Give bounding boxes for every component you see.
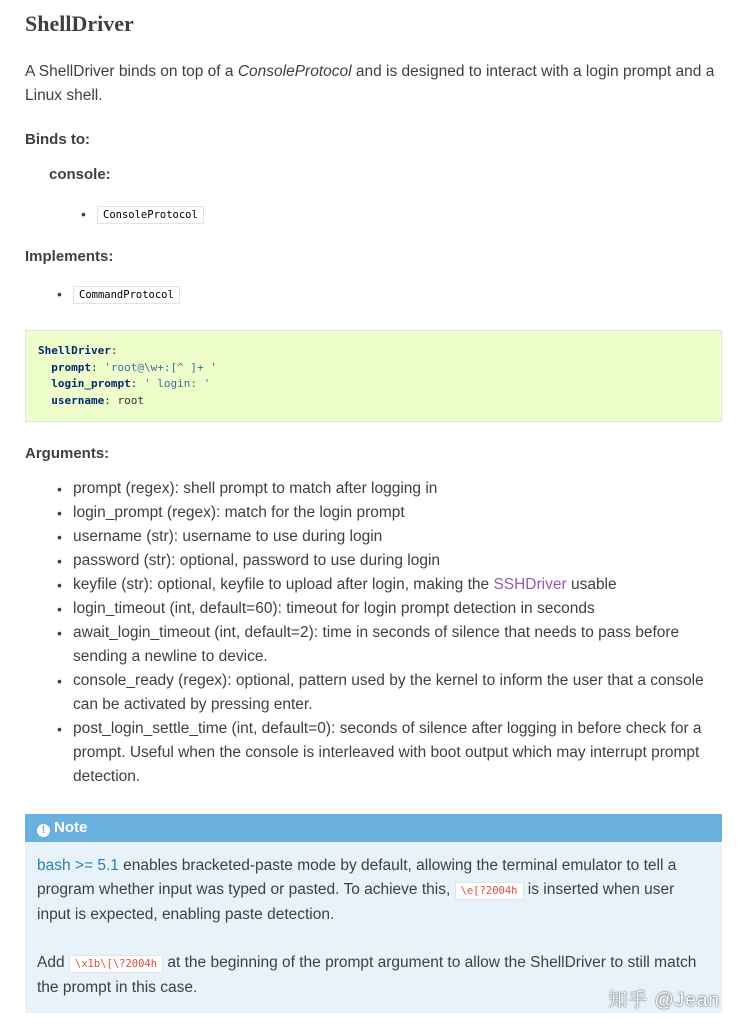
argument-item: • password (str): optional, password to use during login xyxy=(25,549,713,573)
list-item xyxy=(25,282,180,307)
note-text: at the beginning of the prompt argument to allow the ShellDriver to still match the prompt in this case. xyxy=(37,954,697,996)
note-admonition xyxy=(25,814,722,1013)
code-key: prompt xyxy=(51,360,91,374)
code-value: root xyxy=(117,393,144,407)
argument-text-tail: usable xyxy=(566,576,617,593)
sshdriver-link[interactable]: SSHDriver xyxy=(493,576,567,593)
argument-item: • username (str): username to use during login xyxy=(25,525,713,549)
implements-list xyxy=(25,282,180,307)
list-item xyxy=(49,202,204,227)
code-value: ' login: ' xyxy=(143,377,211,390)
argument-item: • console_ready (regex): optional, pattern used by the kernel to inform the user that a console can be activated by pressing enter. xyxy=(25,669,713,717)
info-icon: ! xyxy=(37,824,50,837)
section-title: ShellDriver xyxy=(25,11,134,36)
arguments-list xyxy=(25,477,722,789)
argument-item: • login_timeout (int, default=60): timeout for login prompt detection in seconds xyxy=(25,597,713,621)
argument-item: • prompt (regex): shell prompt to match after logging in xyxy=(25,477,713,501)
binds-heading: Binds to: xyxy=(25,131,90,148)
arguments-heading: Arguments: xyxy=(25,445,110,462)
argument-text: keyfile (str): optional, keyfile to upload after login, making the xyxy=(73,576,494,593)
code-sep: : xyxy=(104,393,118,407)
bash-version-link[interactable]: bash >= 5.1 xyxy=(37,857,119,874)
code-sep: : xyxy=(110,344,118,357)
argument-item: • post_login_settle_time (int, default=0): seconds of silence after logging in before check for a prompt. Useful when the console is interleaved with boot output which may interrupt prompt detection. xyxy=(25,717,713,789)
code-value: 'root@\w+:[^ ]+ ' xyxy=(104,360,217,374)
intro-text: A ShellDriver binds on top of a xyxy=(25,63,238,80)
command-protocol-code: CommandProtocol xyxy=(73,286,180,304)
console-heading: console: xyxy=(49,166,111,183)
code-sep: : xyxy=(130,377,144,390)
argument-item-keyfile xyxy=(25,573,713,597)
note-title: Note xyxy=(54,819,88,836)
note-text: enables bracketed-paste mode by default, allowing the terminal emulator to tell a program whether input was typed or pasted. To achieve this, xyxy=(37,857,677,898)
code-key: ShellDriver xyxy=(38,344,111,357)
note-text: is inserted when user input is expected, enabling paste detection. xyxy=(37,881,675,923)
note-text: Add xyxy=(37,954,69,971)
intro-paragraph xyxy=(25,60,722,108)
config-code xyxy=(38,343,217,409)
zhihu-watermark: 知乎 @Jean xyxy=(608,990,720,1011)
config-code-block xyxy=(25,330,722,422)
argument-item: • login_prompt (regex): match for the login prompt xyxy=(25,501,713,525)
intro-text-rest: and is designed to interact with a login prompt and a Linux shell. xyxy=(25,63,715,104)
console-protocol-emphasis: ConsoleProtocol xyxy=(237,63,352,80)
code-sep: : xyxy=(91,360,105,374)
escape-sequence-code: \x1b\[\?2004h xyxy=(69,955,163,973)
argument-item: • await_login_timeout (int, default=2): time in seconds of silence that needs to pass before sending a newline to device. xyxy=(25,621,713,669)
binds-list xyxy=(49,202,204,227)
note-paragraph xyxy=(25,854,722,927)
note-header xyxy=(25,814,722,842)
code-key: login_prompt xyxy=(51,377,131,390)
implements-heading: Implements: xyxy=(25,248,114,265)
console-protocol-code: ConsoleProtocol xyxy=(97,206,204,224)
bracketed-paste-code: \e[?2004h xyxy=(455,882,524,900)
code-key: username xyxy=(51,393,105,407)
